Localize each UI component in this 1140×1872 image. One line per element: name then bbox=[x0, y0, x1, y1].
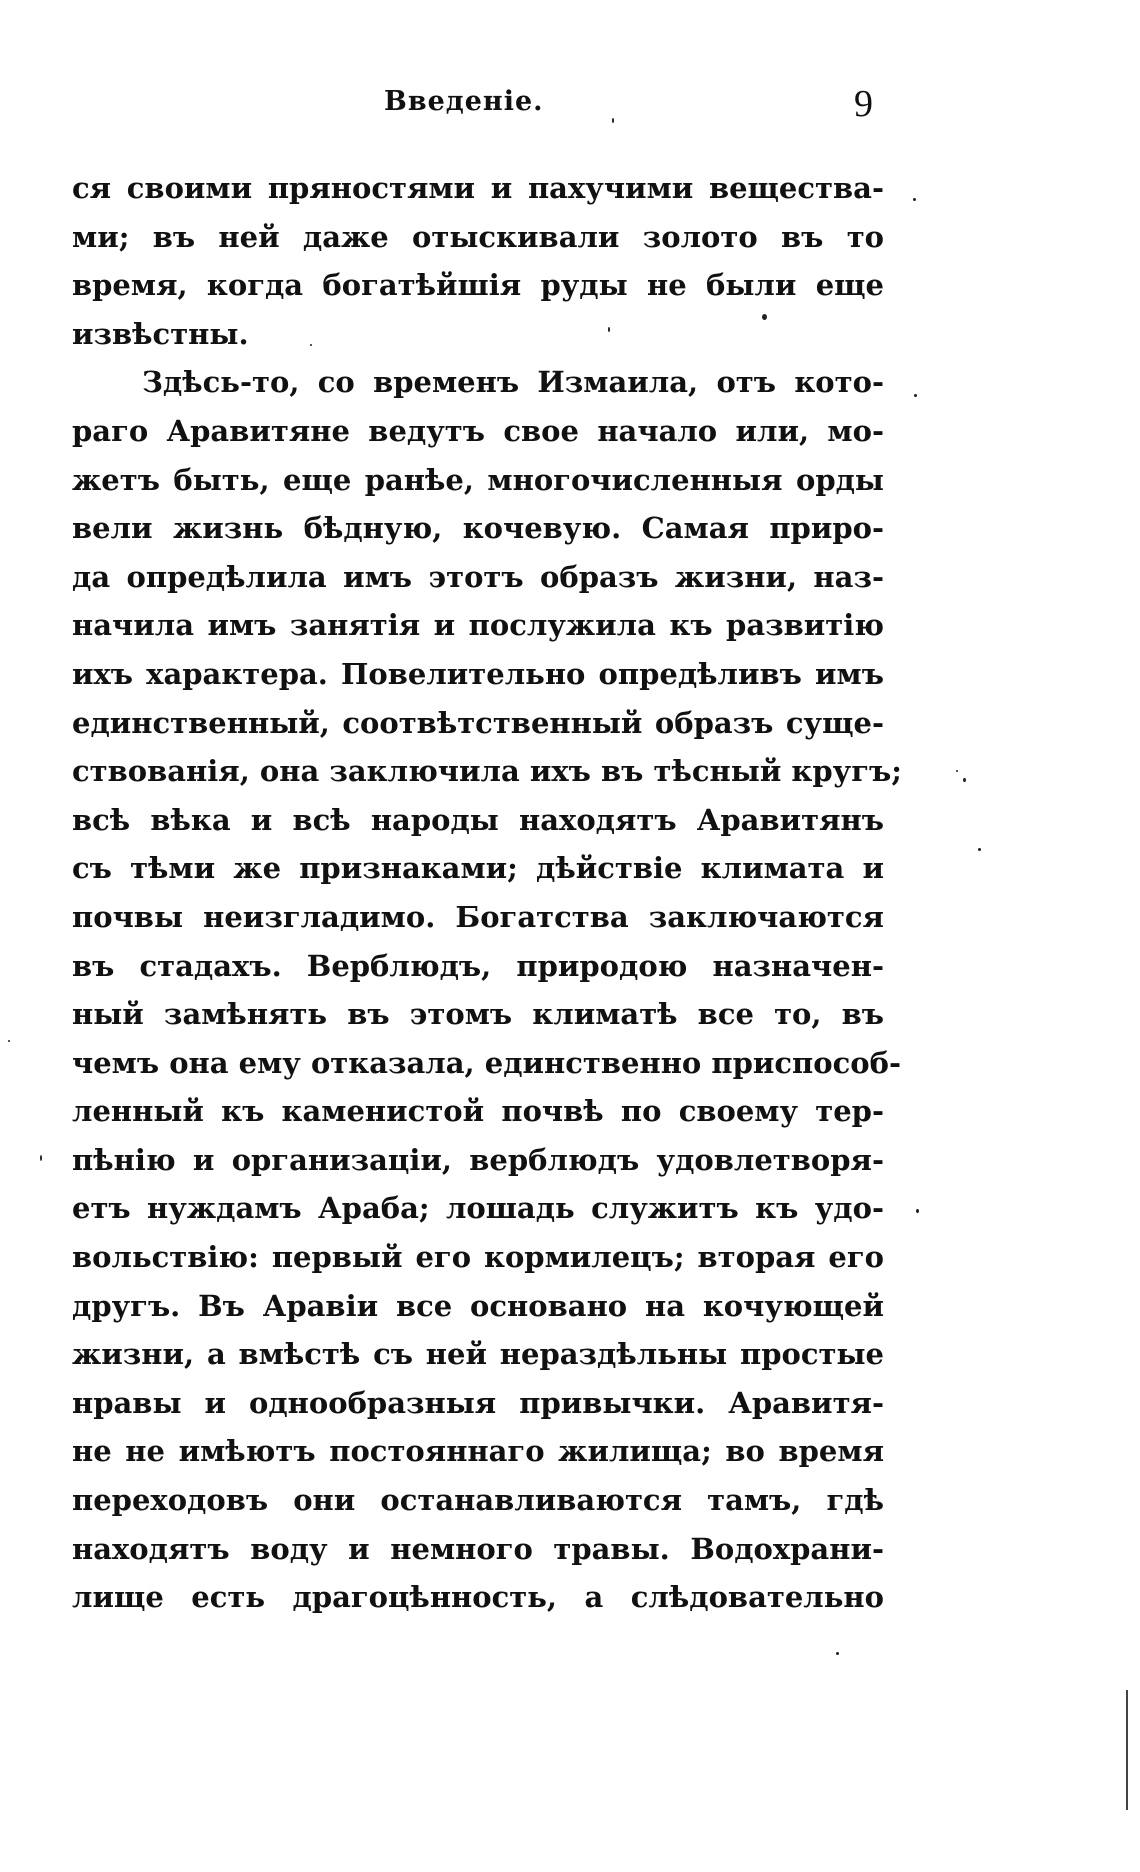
text-line: раго Аравитяне ведутъ свое начало или, мо- bbox=[72, 413, 884, 448]
text-line: нравы и однообразныя привычки. Аравитя- bbox=[72, 1385, 884, 1420]
text-line: не не имѣютъ постояннаго жилища; во время bbox=[72, 1434, 884, 1469]
scan-speck bbox=[914, 394, 917, 397]
text-line: время, когда богатѣйшія руды не были еще bbox=[72, 268, 884, 303]
text-line: другъ. Въ Аравіи все основано на кочующей bbox=[72, 1288, 884, 1323]
text-line: единственный, соотвѣтственный образъ суще- bbox=[72, 705, 884, 740]
text-line: пѣнію и организаціи, верблюдъ удовлетворя- bbox=[72, 1142, 884, 1177]
text-line: ствованія, она заключила ихъ въ тѣсный кругъ; bbox=[72, 754, 902, 789]
scan-speck bbox=[310, 344, 312, 346]
text-line: чемъ она ему отказала, единственно приспособ- bbox=[72, 1045, 901, 1080]
text-line: въ стадахъ. Верблюдъ, природою назначен- bbox=[72, 948, 884, 983]
text-line: Здѣсь-то, со временъ Измаила, отъ кото- bbox=[142, 365, 884, 400]
text-line: да опредѣлила имъ этотъ образъ жизни, наз- bbox=[72, 559, 884, 594]
scan-speck bbox=[836, 1652, 839, 1655]
text-line: почвы неизгладимо. Богатства заключаются bbox=[72, 899, 884, 934]
text-line: вольствію: первый его кормилецъ; вторая его bbox=[72, 1240, 884, 1275]
scan-speck bbox=[8, 1040, 10, 1042]
running-head: Введеніе. bbox=[384, 86, 544, 117]
text-line: лище есть драгоцѣнность, а слѣдовательно bbox=[72, 1580, 884, 1615]
scan-speck bbox=[956, 770, 958, 772]
margin-line bbox=[1126, 1690, 1128, 1810]
scan-speck bbox=[916, 1209, 919, 1213]
scan-speck bbox=[40, 1155, 42, 1161]
scan-speck bbox=[612, 118, 614, 123]
text-line: извѣстны. bbox=[72, 316, 249, 351]
text-line: етъ нуждамъ Араба; лошадь служитъ къ удо- bbox=[72, 1191, 884, 1226]
text-line: жетъ быть, еще ранѣе, многочисленныя орды bbox=[72, 462, 884, 497]
text-line: переходовъ они останавливаются тамъ, гдѣ bbox=[72, 1483, 884, 1518]
text-line: ихъ характера. Повелительно опредѣливъ имъ bbox=[72, 656, 884, 691]
text-line: вели жизнь бѣдную, кочевую. Самая приро- bbox=[72, 511, 884, 546]
text-line: ми; въ ней даже отыскивали золото въ то bbox=[72, 219, 884, 254]
text-line: жизни, а вмѣстѣ съ ней нераздѣльны простые bbox=[72, 1337, 884, 1372]
text-line: ся своими пряностями и пахучими вещества- bbox=[72, 171, 884, 205]
paragraph-2 bbox=[72, 358, 902, 1621]
text-line: ленный къ каменистой почвѣ по своему тер- bbox=[72, 1094, 884, 1129]
text-line: ный замѣнять въ этомъ климатѣ все то, въ bbox=[72, 997, 884, 1032]
text-line: находятъ воду и немного травы. Водохрани- bbox=[72, 1531, 884, 1566]
page-header bbox=[0, 82, 1140, 132]
text-line: начила имъ занятія и послужила къ развитію bbox=[72, 608, 884, 643]
scan-speck bbox=[608, 327, 610, 332]
text-line: съ тѣми же признаками; дѣйствіе климата и bbox=[72, 851, 884, 886]
scan-speck bbox=[963, 778, 966, 782]
text-line: всѣ вѣка и всѣ народы находятъ Аравитянъ bbox=[72, 802, 884, 837]
page-number: 9 bbox=[854, 83, 873, 125]
body-text bbox=[72, 164, 902, 1622]
scan-speck bbox=[978, 848, 981, 851]
paragraph-1 bbox=[72, 164, 884, 358]
scan-speck bbox=[913, 198, 916, 201]
scan-speck bbox=[762, 314, 767, 320]
